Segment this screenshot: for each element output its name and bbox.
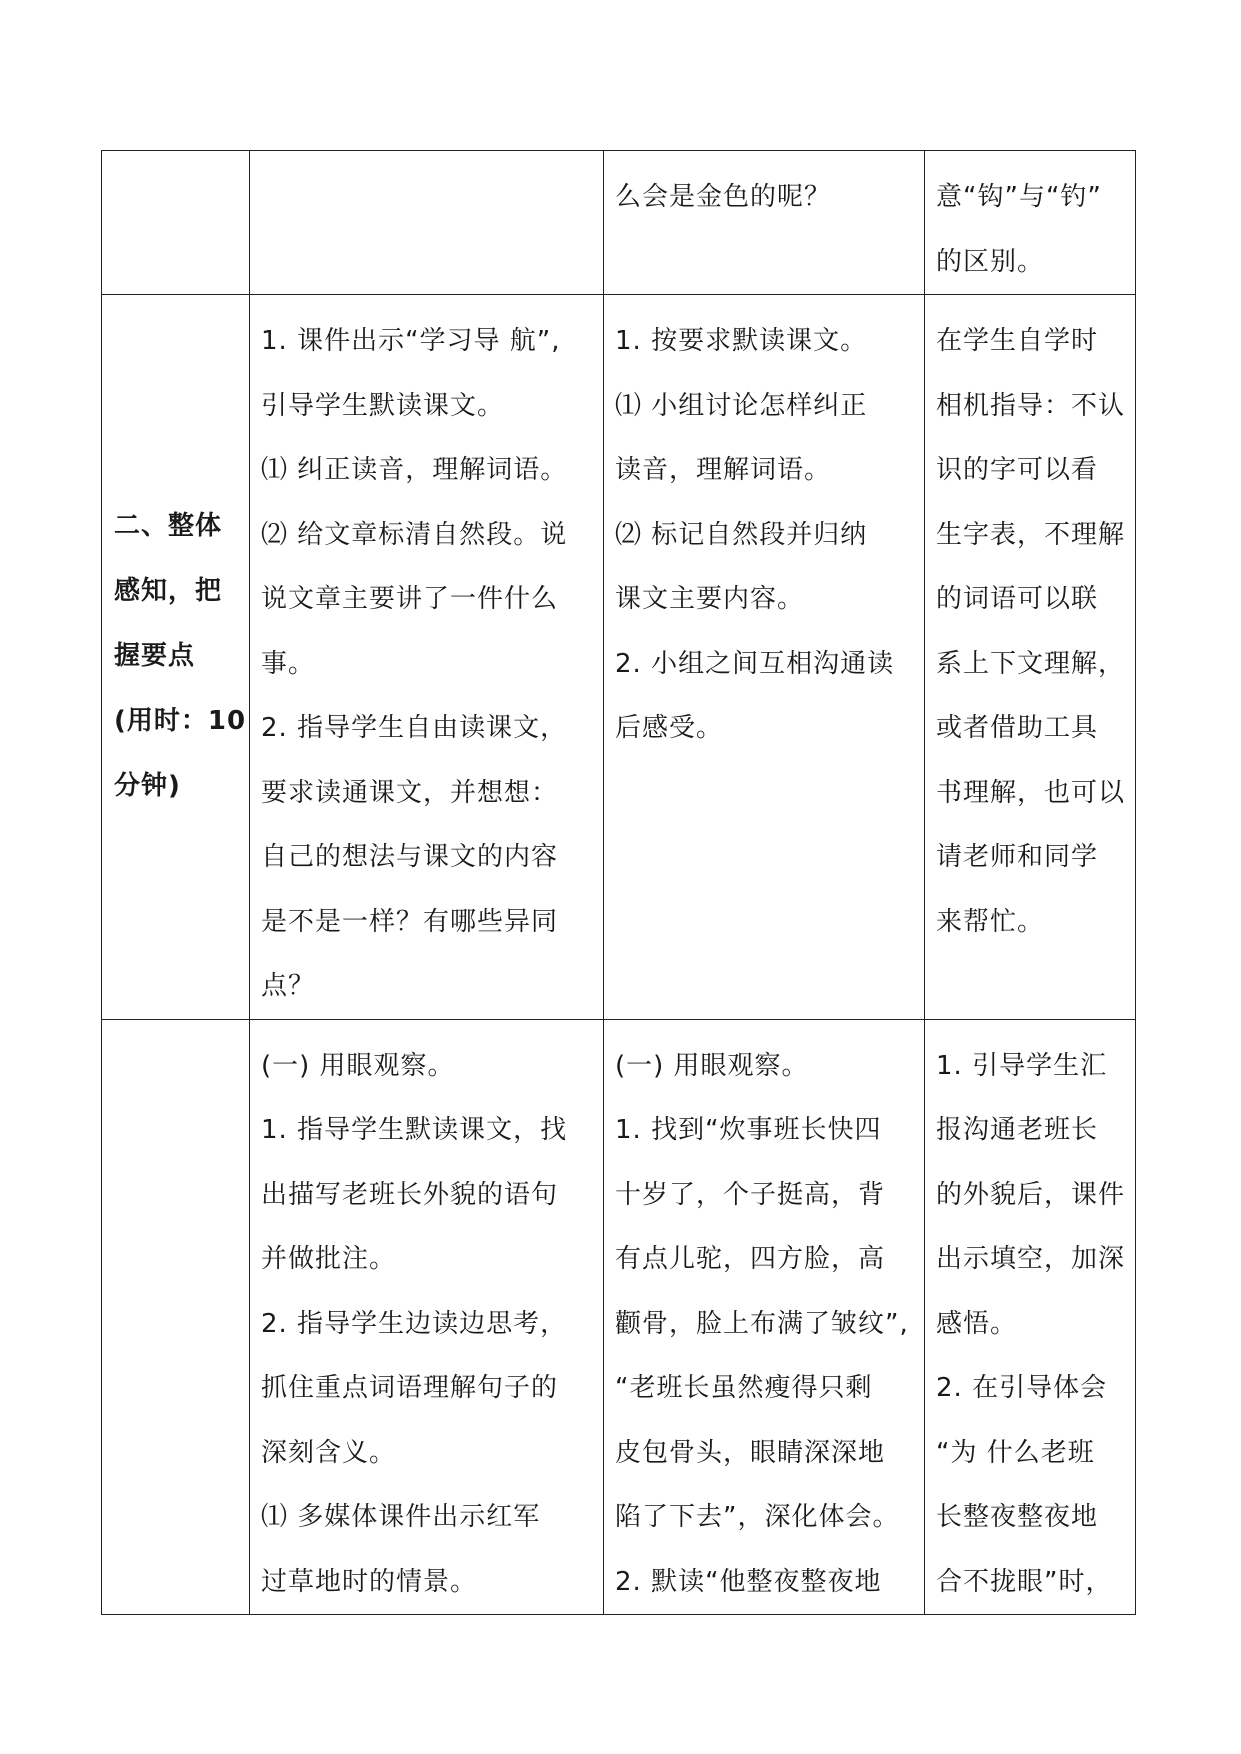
text-line: (用时：10 <box>114 706 247 737</box>
cell-content <box>604 1020 924 1615</box>
cell-content <box>604 295 924 761</box>
text-line: 请老师和同学 <box>936 842 1099 872</box>
text-line: (一) 用眼观察。 <box>615 1050 809 1081</box>
text-line: 的外貌后，课件 <box>936 1179 1126 1210</box>
text-line: 引导学生默读课文。 <box>261 390 505 421</box>
text-line: 1. 引导学生汇 <box>936 1050 1108 1081</box>
text-line: 点？ <box>261 971 316 1001</box>
text-line: 说文章主要讲了一件什么 <box>261 584 559 614</box>
text-line: 1. 按要求默读课文。 <box>615 326 868 356</box>
student-activity-cell <box>604 151 925 295</box>
design-intent-cell <box>925 1019 1136 1615</box>
text-line: 陷了下去”，深化体会。 <box>615 1502 900 1532</box>
text-line: 事。 <box>261 648 316 679</box>
text-line: 2. 指导学生自由读课文， <box>261 713 568 743</box>
text-line: 1. 找到“炊事班长快四 <box>615 1115 882 1145</box>
text-line: 相机指导：不认 <box>936 390 1126 421</box>
text-line: 后感受。 <box>615 713 724 743</box>
cell-content <box>250 151 603 165</box>
text-line: 十岁了，个子挺高，背 <box>615 1179 886 1210</box>
teacher-activity-cell <box>250 295 604 1020</box>
text-line: 读音，理解词语。 <box>615 455 832 485</box>
text-line: 1. 课件出示“学习导 航”, <box>261 326 561 356</box>
text-line: 意“钩”与“钓” <box>936 182 1102 212</box>
text-line: 在学生自学时 <box>936 326 1099 356</box>
design-intent-cell <box>925 295 1136 1020</box>
text-line: (一) 用眼观察。 <box>261 1050 455 1081</box>
text-line: 识的字可以看 <box>936 455 1099 485</box>
text-line: “老班长虽然瘦得只剩 <box>615 1373 873 1403</box>
table-row <box>102 295 1136 1020</box>
text-line: ⑴ 纠正读音，理解词语。 <box>261 455 568 485</box>
text-line: 抓住重点词语理解句子的 <box>261 1373 559 1403</box>
text-line: 皮包骨头，眼睛深深地 <box>615 1437 886 1468</box>
text-line: 是不是一样？有哪些异同 <box>261 906 559 937</box>
text-line: 有点儿驼，四方脸，高 <box>615 1244 886 1274</box>
cell-content <box>250 295 603 1019</box>
lesson-plan-table <box>101 150 1136 1615</box>
text-line: 感悟。 <box>936 1308 1018 1339</box>
cell-content <box>925 151 1135 294</box>
text-line: 或者借助工具 <box>936 713 1099 743</box>
text-line: 颧骨，脸上布满了皱纹”, <box>615 1308 909 1339</box>
text-line: 并做批注。 <box>261 1244 397 1274</box>
cell-content <box>604 151 924 230</box>
cell-content <box>250 1020 603 1615</box>
text-line: 合不拢眼”时， <box>936 1566 1113 1597</box>
text-line: 报沟通老班长 <box>936 1115 1099 1145</box>
text-line: 的词语可以联 <box>936 584 1099 614</box>
text-line: 2. 小组之间互相沟通读 <box>615 648 895 679</box>
text-line: 要求读通课文，并想想： <box>261 777 559 808</box>
cell-content <box>102 494 249 819</box>
design-intent-cell <box>925 151 1136 295</box>
table-row <box>102 1019 1136 1615</box>
text-line: 握要点 <box>114 641 196 672</box>
text-line: 的区别。 <box>936 246 1045 277</box>
text-line: ⑴ 多媒体课件出示红军 <box>261 1502 541 1532</box>
table-body <box>102 151 1136 1615</box>
text-line: 生字表，不理解 <box>936 519 1126 550</box>
stage-cell <box>102 1019 250 1615</box>
text-line: 课文主要内容。 <box>615 584 805 614</box>
text-line: ⑴ 小组讨论怎样纠正 <box>615 390 868 421</box>
text-line: 1. 指导学生默读课文，找 <box>261 1115 568 1145</box>
text-line: 2. 在引导体会 <box>936 1373 1108 1403</box>
teacher-activity-cell <box>250 151 604 295</box>
text-line: 深刻含义。 <box>261 1437 397 1468</box>
student-activity-cell <box>604 295 925 1020</box>
text-line: 过草地时的情景。 <box>261 1566 478 1597</box>
text-line: 出描写老班长外貌的语句 <box>261 1179 559 1210</box>
text-line: 感知，把 <box>114 576 223 607</box>
table-row <box>102 151 1136 295</box>
cell-content <box>925 1020 1135 1615</box>
text-line: 二、整体 <box>114 511 223 542</box>
cell-content <box>925 295 1135 954</box>
text-line: 2. 默读“他整夜整夜地 <box>615 1566 882 1597</box>
text-line: 自己的想法与课文的内容 <box>261 842 559 872</box>
text-line: 分钟) <box>114 771 181 802</box>
text-line: 来帮忙。 <box>936 906 1045 937</box>
teacher-activity-cell <box>250 1019 604 1615</box>
stage-cell <box>102 151 250 295</box>
text-line: ⑵ 标记自然段并归纳 <box>615 519 868 550</box>
text-line: 2. 指导学生边读边思考， <box>261 1308 568 1339</box>
text-line: ⑵ 给文章标清自然段。说 <box>261 519 568 550</box>
text-line: 长整夜整夜地 <box>936 1502 1099 1532</box>
text-line: 么会是金色的呢？ <box>615 182 832 212</box>
text-line: 书理解，也可以 <box>936 777 1126 808</box>
stage-cell <box>102 295 250 1020</box>
student-activity-cell <box>604 1019 925 1615</box>
text-line: “为 什么老班 <box>936 1437 1095 1468</box>
text-line: 系上下文理解， <box>936 648 1126 679</box>
text-line: 出示填空，加深 <box>936 1244 1126 1274</box>
